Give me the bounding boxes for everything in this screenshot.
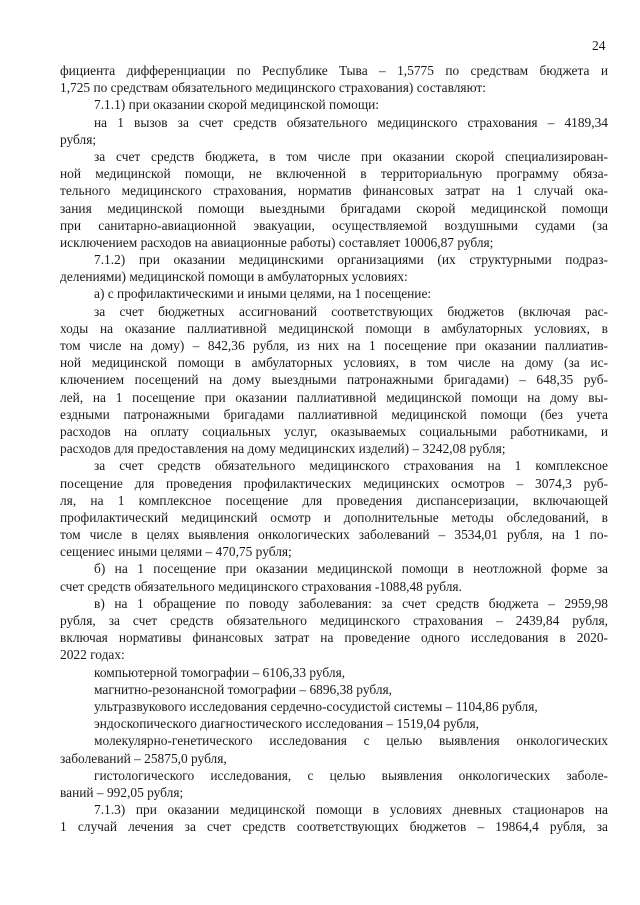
text-line: рубля, за счет средств обязательного медицинского страхования – 2439,84 рубля, — [60, 613, 608, 628]
text-line: б) на 1 посещение при оказании медицинской помощи в неотложной форме за — [94, 561, 608, 577]
text-line: ходы на оказание паллиативной медицинской помощи в амбулаторных условиях, в — [60, 320, 608, 336]
text-line: компьютерной томографии – 6106,33 рубля, — [94, 664, 346, 680]
text-line: заболеваний – 25875,0 рубля, — [60, 750, 227, 766]
text-line: лей, на 1 посещение при оказании паллиативной медицинской помощи на дому вы- — [60, 389, 608, 405]
text-line: 2022 годах: — [60, 647, 125, 663]
text-line: в) на 1 обращение по поводу заболевания: за счет средств бюджета – 2959,98 — [94, 595, 608, 611]
text-line: расходов на оплату социальных услуг, оказываемых социальными работниками, и — [60, 423, 608, 439]
text-line: при санитарно-авиационной эвакуации, осуществляемой воздушными судами (за — [60, 217, 608, 233]
page-number: 24 — [592, 38, 606, 53]
text-line: профилактический медицинский осмотр и дополнительные методы обследований, в — [60, 509, 608, 525]
text-line: 7.1.3) при оказании медицинской помощи в условиях дневных стационаров на — [94, 802, 608, 818]
text-line: исключением расходов на авиационные работы) составляет 10006,87 рубля; — [60, 234, 494, 250]
text-line: за счет средств бюджета, в том числе при оказании скорой специализирован- — [94, 148, 608, 164]
text-line: посещение для проведения профилактических медицинских осмотров – 3074,3 руб- — [60, 475, 608, 491]
text-line: молекулярно-генетического исследования с целью выявления онкологических — [94, 733, 608, 749]
text-line: эндоскопического диагностического исследования – 1519,04 рубля, — [94, 716, 480, 732]
text-line: ездными патронажными бригадами паллиативной медицинской помощи (без учета — [60, 406, 608, 422]
text-line: 7.1.2) при оказании медицинскими организациями (их структурными подраз- — [94, 252, 608, 268]
text-line: магнитно-резонансной томографии – 6896,38 рубля, — [94, 681, 393, 697]
text-line: за счет средств обязательного медицинского страхования на 1 комплексное — [94, 458, 608, 474]
text-line: том числе в целях выявления онкологических заболеваний – 3534,01 рубля, на 1 по- — [60, 527, 608, 543]
text-line: ультразвукового исследования сердечно-сосудистой системы – 1104,86 рубля, — [94, 698, 538, 714]
text-line: ной медицинской помощи, не включенной в территориальную программу обяза- — [60, 166, 608, 182]
text-line: расходов для предоставления на дому медицинских изделий) – 3242,08 рубля; — [60, 441, 506, 457]
text-line: сещениес иными целями – 470,75 рубля; — [60, 544, 292, 560]
text-line: том числе на дому) – 842,36 рубля, из них на 1 посещение при оказании паллиатив- — [60, 338, 608, 353]
text-line: 1,725 по средствам обязательного медицинского страхования) составляют: — [60, 80, 486, 96]
text-line: рубля; — [60, 131, 97, 147]
text-line: ваний – 992,05 рубля; — [60, 784, 184, 800]
text-line: тельного медицинского страхования, норматив финансовых затрат на 1 случай ока- — [60, 183, 608, 199]
text-line: зания медицинской помощи выездными бригадами скорой медицинской помощи — [60, 200, 608, 216]
text-line: фициента дифференциации по Республике Тыва – 1,5775 по средствам бюджета и — [60, 63, 608, 78]
text-line: ной медицинской помощи в амбулаторных условиях, в том числе на дому (за ис- — [60, 355, 608, 371]
text-line: включая нормативы финансовых затрат на проведение одного исследования в 2020- — [60, 630, 608, 646]
text-line: а) с профилактическими и иными целями, на 1 посещение: — [94, 286, 432, 302]
text-line: 1 случай лечения за счет средств соответствующих бюджетов – 19864,4 рубля, за — [60, 819, 608, 835]
text-line: за счет бюджетных ассигнований соответствующих бюджетов (включая рас- — [94, 303, 608, 319]
document-body — [60, 62, 608, 835]
text-line: счет средств обязательного медицинского страхования -1088,48 рубля. — [60, 578, 462, 594]
text-line: делениями) медицинской помощи в амбулаторных условиях: — [60, 269, 408, 285]
text-line: ключением посещений на дому выездными патронажными бригадами) – 648,35 руб- — [60, 372, 608, 388]
text-line: 7.1.1) при оказании скорой медицинской помощи: — [94, 97, 380, 113]
text-line: ля, на 1 комплексное посещение для проведения диспансеризации, включающей — [60, 492, 608, 508]
text-line: на 1 вызов за счет средств обязательного медицинского страхования – 4189,34 — [94, 114, 608, 130]
text-line: гистологического исследования, с целью выявления онкологических заболе- — [94, 767, 608, 783]
